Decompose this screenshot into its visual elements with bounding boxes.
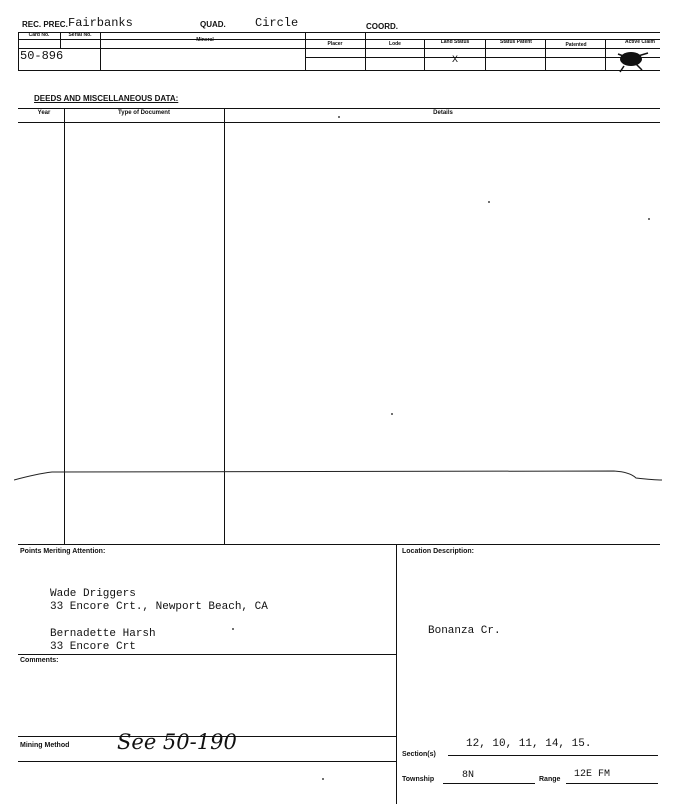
deeds-rule-header	[18, 122, 660, 123]
col-placer: Placer	[327, 41, 343, 47]
col-divider	[485, 39, 486, 70]
deeds-heading: DEEDS AND MISCELLANEOUS DATA:	[34, 94, 179, 103]
mining-method-label: Mining Method	[20, 742, 70, 749]
col-year: Year	[37, 110, 51, 116]
speck	[338, 116, 340, 118]
land-status-mark: X	[452, 55, 459, 66]
header-rule-bottom	[18, 70, 660, 71]
sections-value: 12, 10, 11, 14, 15.	[466, 738, 592, 750]
col-divider	[60, 32, 61, 48]
col-details: Details	[433, 110, 453, 116]
deeds-rule-top	[18, 108, 660, 109]
points-line-2: 33 Encore Crt., Newport Beach, CA	[50, 601, 268, 613]
sections-label: Section(s)	[402, 751, 436, 758]
range-underline	[566, 783, 658, 784]
township-underline	[443, 783, 535, 784]
page-fold-line	[14, 466, 662, 486]
deeds-rule-bottom	[18, 544, 660, 545]
header-rule-4	[305, 57, 660, 58]
active-claim-blot	[612, 42, 652, 76]
rec-prec-value: Fairbanks	[68, 16, 133, 30]
record-card-no: 50-896	[20, 49, 64, 63]
points-line-3: Bernadette Harsh	[50, 628, 156, 640]
col-active-claim: Active Claim	[624, 39, 655, 45]
col-divider	[545, 39, 546, 70]
location-value: Bonanza Cr.	[428, 625, 501, 637]
col-divider	[424, 39, 425, 70]
col-lode: Lode	[389, 41, 401, 47]
rec-prec-label: REC. PREC.	[22, 20, 68, 29]
header-rule-3	[18, 48, 660, 49]
points-line-1: Wade Driggers	[50, 588, 136, 600]
quad-value: Circle	[255, 16, 299, 30]
coord-label: COORD.	[366, 22, 398, 31]
comments-rule	[18, 654, 396, 655]
points-label: Points Meriting Attention:	[20, 548, 106, 555]
col-patented: Patented	[565, 42, 587, 48]
mining-method-value: See 50-190	[117, 730, 237, 754]
quad-label: QUAD.	[200, 20, 226, 29]
speck	[648, 218, 650, 220]
col-divider	[605, 39, 606, 70]
range-label: Range	[539, 776, 561, 783]
speck	[391, 413, 393, 415]
col-card-no: Card No.	[28, 32, 50, 38]
points-line-4: 33 Encore Crt	[50, 641, 136, 653]
mining-rule-bottom	[18, 761, 396, 762]
speck	[488, 201, 490, 203]
range-value: 12E FM	[574, 769, 611, 780]
col-type-of-document: Type of Document	[118, 110, 170, 116]
header-rule-top	[18, 32, 660, 33]
col-divider	[365, 32, 366, 70]
township-value: 8N	[462, 770, 475, 781]
col-mineral: Mineral	[196, 37, 214, 43]
header-rule-2	[18, 39, 660, 40]
sections-underline	[448, 755, 658, 756]
location-label: Location Description:	[402, 548, 474, 555]
speck	[232, 628, 234, 630]
col-land-status: Land Status	[440, 39, 470, 45]
speck	[322, 778, 324, 780]
col-status-patent: Status Patent	[500, 39, 532, 45]
col-divider	[100, 32, 101, 70]
col-serial-no: Serial No.	[68, 32, 92, 38]
col-divider	[18, 32, 19, 70]
col-divider	[305, 32, 306, 70]
township-label: Township	[402, 776, 435, 783]
comments-label: Comments:	[20, 657, 59, 664]
lower-divider	[396, 544, 397, 804]
